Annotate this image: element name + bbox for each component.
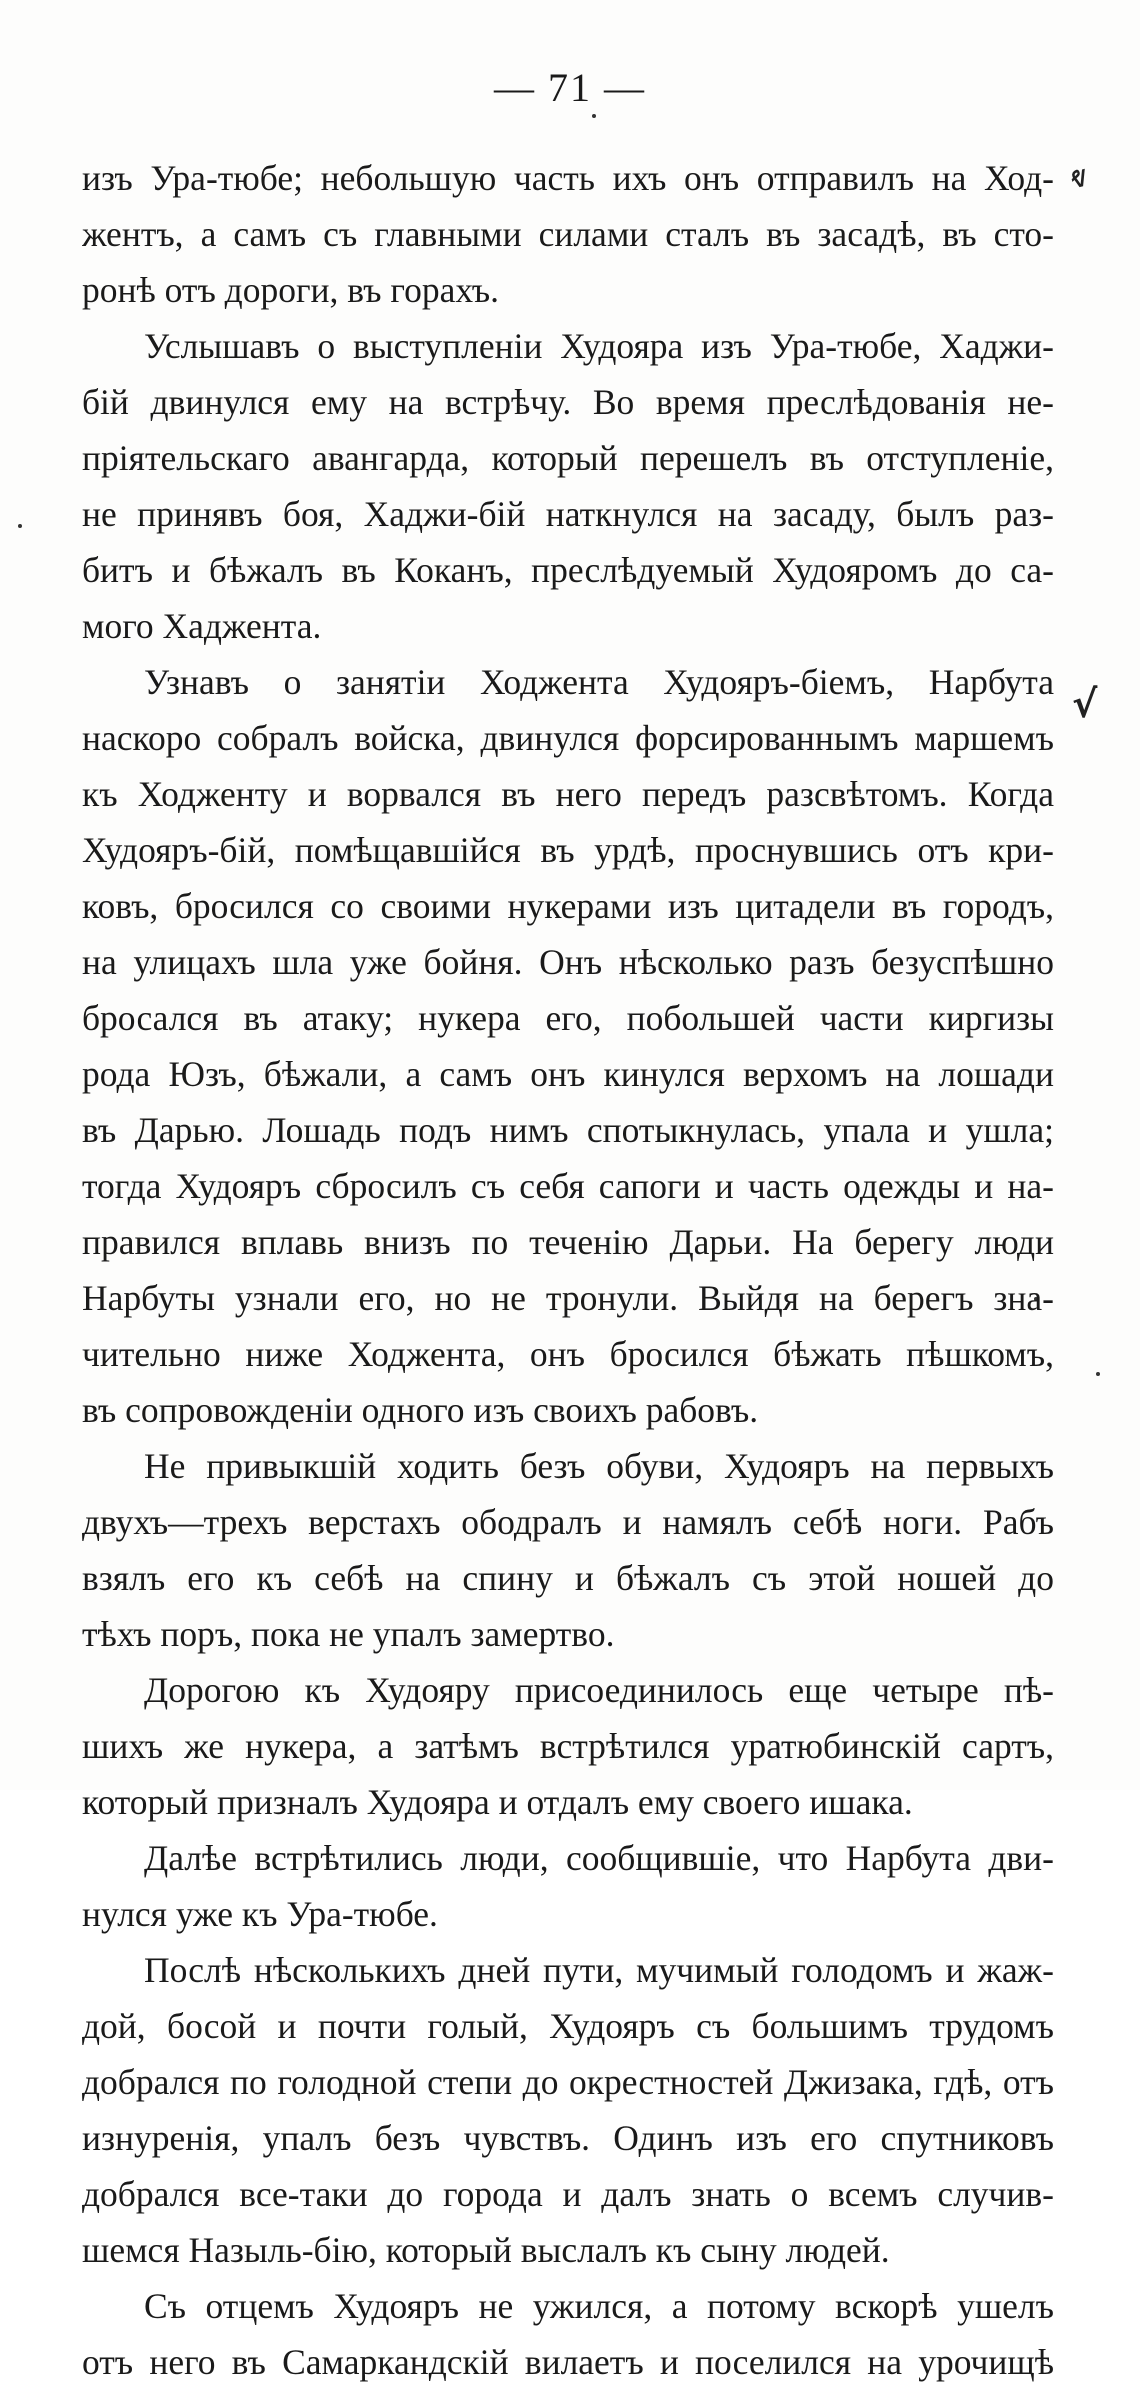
speck (592, 114, 596, 118)
text-line: который призналъ Худояра и отдалъ ему своего ишака. (82, 1782, 913, 1822)
text-line: бій двинулся ему на встрѣчу. Во время преслѣдованія не- (82, 382, 1054, 422)
text-line: Услышавъ о выступленіи Худояра изъ Ура-тюбе, Хаджи- (144, 326, 1054, 366)
text-line: взялъ его къ себѣ на спину и бѣжалъ съ этой ношей до (82, 1558, 1054, 1598)
text-line: въ Дарью. Лошадь подъ нимъ спотыкнулась, упала и ушла; (82, 1110, 1054, 1150)
body-text (82, 150, 1054, 2390)
text-line: жентъ, а самъ съ главными силами сталъ въ засадѣ, въ сто- (82, 214, 1054, 254)
page-number: — 71 — (494, 65, 646, 110)
text-line: двухъ—трехъ верстахъ ободралъ и намялъ себѣ ноги. Рабъ (82, 1502, 1054, 1542)
text-line: Дорогою къ Худояру присоединилось еще четыре пѣ- (144, 1670, 1054, 1710)
text-line: дой, босой и почти голый, Худояръ съ большимъ трудомъ (82, 2006, 1054, 2046)
text-line: ронѣ отъ дороги, въ горахъ. (82, 270, 499, 310)
text-line: мого Хаджента. (82, 606, 322, 646)
text-line: Послѣ нѣсколькихъ дней пути, мучимый голодомъ и жаж- (144, 1950, 1054, 1990)
text-line: ковъ, бросился со своими нукерами изъ цитадели въ городъ, (82, 886, 1054, 926)
speck (1096, 1372, 1100, 1376)
text-line: правился вплавь внизъ по теченію Дарьи. На берегу люди (82, 1222, 1054, 1262)
text-line: наскоро собралъ войска, двинулся форсированнымъ маршемъ (82, 718, 1054, 758)
text-line: шихъ же нукера, а затѣмъ встрѣтился уратюбинскій сартъ, (82, 1726, 1054, 1766)
text-line: добрался все-таки до города и далъ знать о всемъ случив- (82, 2174, 1054, 2214)
text-line: добрался по голодной степи до окрестностей Джизака, гдѣ, отъ (82, 2062, 1054, 2102)
text-line: битъ и бѣжалъ въ Коканъ, преслѣдуемый Худояромъ до са- (82, 550, 1054, 590)
text-line: пріятельскаго авангарда, который перешелъ въ отступленіе, (82, 438, 1054, 478)
text-line: Нарбуты узнали его, но не тронули. Выйдя на берегъ зна- (82, 1278, 1054, 1318)
text-line: отъ него въ Самаркандскій вилаетъ и поселился на урочищѣ (82, 2342, 1054, 2382)
text-line: Худояръ-бій, помѣщавшійся въ урдѣ, проснувшись отъ кри- (82, 830, 1054, 870)
text-line: изнуренія, упалъ безъ чувствъ. Одинъ изъ его спутниковъ (82, 2118, 1054, 2158)
text-line: нулся уже къ Ура-тюбе. (82, 1894, 438, 1934)
text-line: бросался въ атаку; нукера его, побольшей части киргизы (82, 998, 1054, 1038)
text-line: чительно ниже Ходжента, онъ бросился бѣжать пѣшкомъ, (82, 1334, 1054, 1374)
text-line: тѣхъ поръ, пока не упалъ замертво. (82, 1614, 615, 1654)
text-line: на улицахъ шла уже бойня. Онъ нѣсколько разъ безуспѣшно (82, 942, 1054, 982)
margin-check-mark: √ (1072, 682, 1098, 726)
text-line: Далѣе встрѣтились люди, сообщившіе, что Нарбута дви- (144, 1838, 1054, 1878)
text-line: не принявъ боя, Хаджи-бій наткнулся на засаду, былъ раз- (82, 494, 1054, 534)
text-line: Съ отцемъ Худояръ не ужился, а потому вскорѣ ушелъ (144, 2286, 1054, 2326)
text-line: тогда Худояръ сбросилъ съ себя сапоги и часть одежды и на- (82, 1166, 1054, 1206)
text-line: шемся Назыль-бію, который выслалъ къ сыну людей. (82, 2230, 890, 2270)
text-line: изъ Ура-тюбе; небольшую часть ихъ онъ отправилъ на Ход- (82, 158, 1054, 198)
text-line: къ Ходженту и ворвался въ него передъ разсвѣтомъ. Когда (82, 774, 1054, 814)
margin-mark-top: ⱴ (1065, 158, 1092, 197)
text-line: Не привыкшій ходить безъ обуви, Худояръ на первыхъ (144, 1446, 1054, 1486)
text-line: Узнавъ о занятіи Ходжента Худояръ-біемъ, Нарбута (144, 662, 1054, 702)
speck (18, 524, 22, 528)
text-line: рода Юзъ, бѣжали, а самъ онъ кинулся верхомъ на лошади (82, 1054, 1054, 1094)
text-line: въ сопровожденіи одного изъ своихъ рабовъ. (82, 1390, 759, 1430)
